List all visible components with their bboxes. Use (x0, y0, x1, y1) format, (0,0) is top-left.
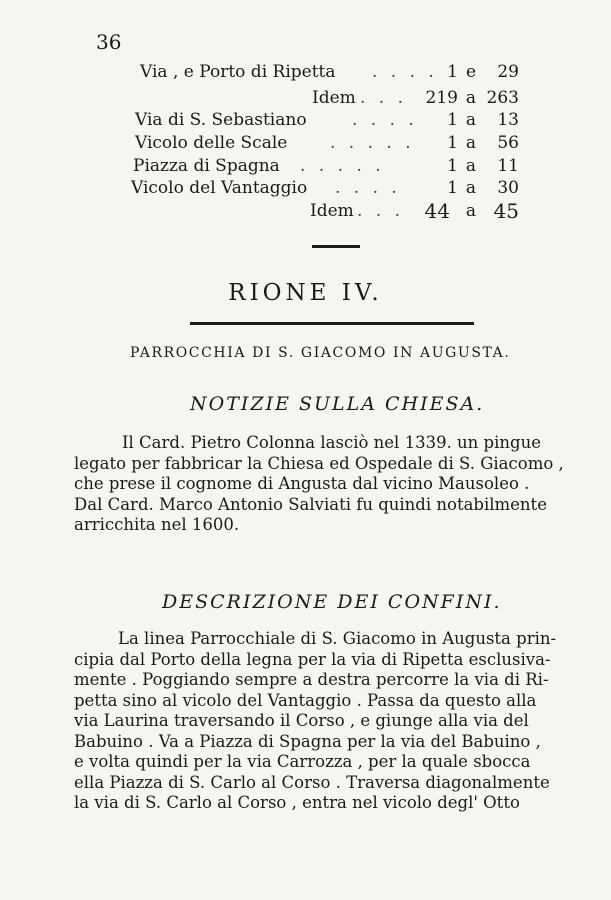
street-number-to: 29 (497, 62, 519, 82)
leader-dots: . . . . (335, 178, 401, 198)
text-line: petta sino al vicolo del Vantaggio . Passa da questo alla (74, 690, 537, 710)
text-line: e volta quindi per la via Carrozza , per la quale sbocca (74, 752, 531, 771)
range-separator: a (465, 156, 477, 176)
range-separator: a (465, 201, 477, 221)
text-line: arricchita nel 1600. (74, 515, 240, 534)
street-number-to: 11 (497, 156, 519, 176)
street-name: Idem (310, 201, 354, 221)
leader-dots: . . . (357, 201, 405, 221)
street-number-from: 219 (425, 88, 458, 108)
range-separator: a (465, 88, 477, 108)
section-heading-church-notes: NOTIZIE SULLA CHIESA. (190, 393, 485, 415)
text-line: mente . Poggiando sempre a destra percorre la via di Ri- (74, 670, 549, 689)
street-row (0, 156, 611, 180)
long-divider (190, 322, 474, 325)
text-line: cipia dal Porto della legna per la via di Ripetta esclusiva- (74, 649, 551, 669)
text-line: la via di S. Carlo al Corso , entra nel vicolo degl' Otto (74, 793, 520, 812)
street-name: Idem (312, 88, 356, 108)
range-separator: a (465, 133, 477, 153)
rione-title: RIONE IV. (228, 280, 383, 306)
leader-dots: . . . (360, 88, 408, 108)
text-line: La linea Parrocchiale di S. Giacomo in Augusta prin- (118, 629, 557, 648)
street-row (0, 88, 611, 112)
street-number-to: 56 (497, 133, 519, 153)
leader-dots: . . . . (352, 110, 418, 130)
street-number-from: 1 (447, 133, 458, 153)
street-number-from: 1 (447, 156, 458, 176)
street-name: Vicolo delle Scale (135, 133, 288, 153)
range-separator: a (465, 110, 477, 130)
street-number-from: 1 (447, 178, 458, 198)
church-notes-paragraph (74, 433, 571, 536)
section-heading-boundaries: DESCRIZIONE DEI CONFINI. (162, 591, 502, 613)
street-number-from: 1 (447, 62, 458, 82)
short-divider (312, 245, 360, 248)
street-number-to: 13 (497, 110, 519, 130)
leader-dots: . . . . . (330, 133, 415, 153)
street-name: Vicolo del Vantaggio (131, 178, 308, 198)
street-row (0, 62, 611, 86)
street-row (0, 110, 611, 134)
text-line: Il Card. Pietro Colonna lasciò nel 1339. un pingue (122, 433, 541, 452)
range-separator: a (465, 178, 477, 198)
street-name: Via di S. Sebastiano (135, 110, 307, 130)
street-number-from: 1 (447, 110, 458, 130)
street-row (0, 133, 611, 157)
street-number-to: 30 (497, 178, 519, 198)
boundaries-paragraph (74, 629, 557, 814)
text-line: legato per fabbricar la Chiesa ed Ospedale di S. Giacomo , (74, 453, 564, 473)
parish-title: PARROCCHIA DI S. GIACOMO IN AUGUSTA. (130, 345, 511, 361)
leader-dots: . . . . (372, 62, 438, 82)
text-line: Dal Card. Marco Antonio Salviati fu quindi notabilmente (74, 494, 547, 514)
leader-dots: . . . . . (300, 156, 385, 176)
text-line: che prese il cognome di Angusta dal vicino Mausoleo . (74, 474, 530, 493)
street-name: Via , e Porto di Ripetta (140, 62, 336, 82)
range-separator: e (465, 62, 477, 82)
street-row (0, 178, 611, 202)
text-line: Babuino . Va a Piazza di Spagna per la via del Babuino , (74, 731, 541, 751)
street-number-to: 45 (493, 199, 519, 223)
page-number: 36 (96, 30, 122, 54)
street-number-from: 44 (424, 199, 450, 223)
street-row (0, 201, 611, 225)
street-number-to: 263 (486, 88, 519, 108)
text-line: ella Piazza di S. Carlo al Corso . Traversa diagonalmente (74, 772, 550, 792)
street-name: Piazza di Spagna (133, 156, 280, 176)
text-line: via Laurina traversando il Corso , e giunge alla via del (74, 711, 529, 730)
